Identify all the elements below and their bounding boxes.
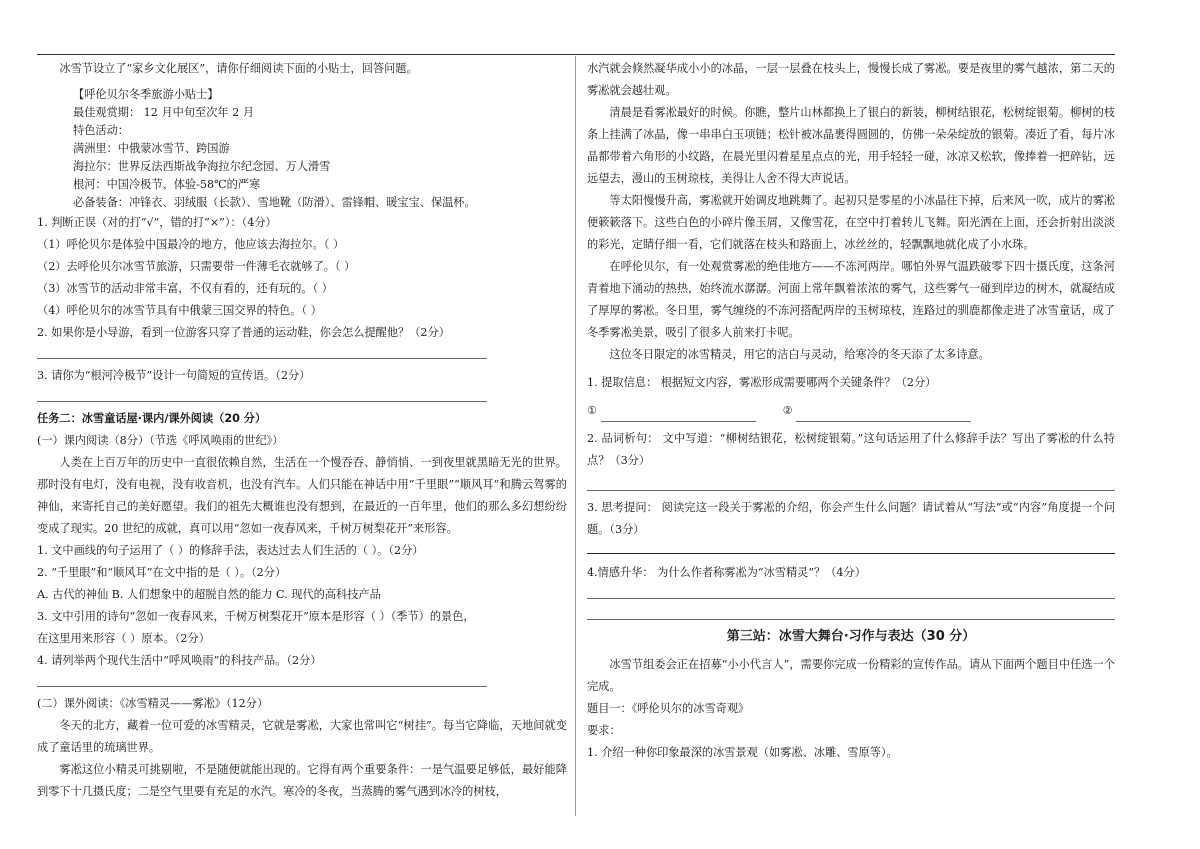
tip-line: 根河：中国冷极节、体验-58℃的严寒 (73, 178, 261, 191)
reading1-header: (一）课内阅读（8分）（节选《呼风唤雨的世纪》） (37, 434, 284, 447)
question-2: 2. 如果你是小导游，看到一位游客只穿了普通的运动鞋，你会怎么提醒他？（2分） (37, 326, 450, 339)
reading2-question-2: 2. 品词析句： 文中写道：“柳树结银花，松树绽银菊。”这句话运用了什么修辞手法？写出了雾凇的什么特点？（3分） (587, 432, 1115, 467)
answer-blank-1[interactable] (601, 409, 756, 422)
intro-text: 冰雪节设立了“家乡文化展区”，请你仔细阅读下面的小贴士，回答问题。 (59, 62, 418, 75)
question-1-item: （3）冰雪节的活动非常丰富，不仅有看的，还有玩的。（ ） (37, 282, 333, 295)
tip-line: 最佳观赏期： 12 月中旬至次年 2 月 (73, 106, 255, 119)
topic-1: 题目一：《呼伦贝尔的冰雪奇观》 (587, 702, 750, 715)
station3-intro: 冰雪节组委会正在招募“小小代言人”，需要你完成一份精彩的宣传作品。请从下面两个题目中任选一个完成。 (587, 658, 1115, 693)
blank-label-2: ② (782, 404, 793, 417)
reading1-question-4: 4. 请列举两个现代生活中“呼风唤雨”的科技产品。（2分） (37, 654, 322, 667)
reading2-header: (二）课外阅读：《冰雪精灵——雾凇》（12分） (37, 697, 269, 710)
left-column (37, 58, 567, 803)
reading1-text: 人类在上百万年的历史中一直很依赖自然，生活在一个慢吞吞、静悄悄、一到夜里就黑暗无光的世界。那时没有电灯，没有电视，没有收音机，也没有汽车。人们只能在神话中用“千里眼”“顺风耳”和腾云驾雾的神仙，来寄托自己的美好愿望。我们的祖先大概谁也没有想到，在最近的一百年里，他们的那么多幻想纷纷变成了现实。20 世纪的成就，真可以用“忽如一夜春风来，千树万树梨花开”来形容。 (37, 456, 567, 535)
answer-line[interactable] (587, 584, 1115, 599)
answer-line[interactable] (587, 476, 1115, 491)
question-1-item: （4）呼伦贝尔的冰雪节具有中俄蒙三国交界的特色。（ ） (37, 304, 322, 317)
question-1-item: （1）呼伦贝尔是体验中国最冷的地方，他应该去海拉尔。（ ） (37, 238, 345, 251)
reading1-question-1: 1. 文中画线的句子运用了（ ）的修辞手法，表达过去人们生活的（ ）。（2分） (37, 544, 424, 557)
reading2-paragraph: 清晨是看雾凇最好的时候。你瞧，整片山林都换上了银白的新装，柳树结银花，松树绽银菊。柳树的枝条上挂满了冰晶，像一串串白玉项链；松针被冰晶裹得圆圆的，仿佛一朵朵绽放的银菊。凑近了看，每片冰晶都带着六角形的小纹路，在晨光里闪着星星点点的光，用手轻轻一碰，冰凉又松软，像捧着一把碎钻，远远望去，漫山的玉树琼枝，美得让人舍不得大声说话。 (587, 106, 1115, 185)
answer-line[interactable] (37, 344, 487, 359)
tip-line: 海拉尔：世界反法西斯战争海拉尔纪念园、万人滑雪 (73, 160, 331, 173)
reading2-question-1: 1. 提取信息： 根据短文内容，雾凇形成需要哪两个关键条件？（2分） (587, 376, 937, 389)
answer-line[interactable] (587, 605, 1115, 620)
blank-label-1: ① (587, 404, 598, 417)
reading1-question-2: 2. “千里眼”和“顺风耳”在文中指的是（ ）。（2分） (37, 566, 287, 579)
answer-line[interactable] (37, 672, 487, 687)
reading2-paragraph: 在呼伦贝尔，有一处观赏雾凇的绝佳地方——不冻河两岸。哪怕外界气温跌破零下四十摄氏度，这条河青着地下涌动的热热，始终流水潺潺。河面上常年飘着浓浓的雾气，这些雾气一碰到岸边的树木，就凝结成了厚厚的雾凇。冬日里，雾气缠绕的不冻河搭配两岸的玉树琼枝，连路过的驯鹿都像走进了冰雪童话，成了冬季雾凇美景，吸引了很多人前来打卡呢。 (587, 260, 1115, 339)
requirements-label: 要求： (587, 724, 621, 737)
question-1: 1. 判断正误（对的打“√”，错的打“×”）：（4分） (37, 216, 277, 229)
tip-line: 满洲里：中俄蒙冰雪节、跨国游 (73, 142, 230, 155)
answer-blank-2[interactable] (796, 409, 971, 422)
reading1-question-3: 3. 文中引用的诗句“忽如一夜春风来，千树万树梨花开”原本是形容（ ）（季节）的景色， (37, 610, 475, 623)
top-border (37, 54, 1115, 55)
question-3: 3. 请你为“根河冷极节”设计一句简短的宣传语。（2分） (37, 369, 311, 382)
tips-title: 【呼伦贝尔冬季旅游小贴士】 (73, 88, 219, 101)
tips-list (37, 104, 567, 212)
reading1-question-3-cont: 在这里用来形容（ ）原本。（2分） (37, 632, 210, 645)
requirement-1: 1. 介绍一种你印象最深的冰雪景观（如雾凇、冰雕、雪原等）。 (587, 746, 898, 759)
answer-blanks (587, 400, 1115, 422)
answer-line[interactable] (37, 387, 487, 402)
reading2-paragraph: 雾凇这位小精灵可挑剔啦，不是随便就能出现的。它得有两个重要条件：一是气温要足够低，最好能降到零下十几摄氏度；二是空气里要有充足的水汽。寒冷的冬夜，当蒸腾的雾气遇到冰冷的树枝， (37, 763, 567, 798)
reading2-paragraph-cont: 水汽就会倏然凝华成小小的冰晶，一层一层叠在枝头上，慢慢长成了雾凇。要是夜里的雾气越浓，第二天的雾凇就会越壮观。 (587, 62, 1115, 97)
reading2-question-4: 4.情感升华： 为什么作者称雾凇为“冰雪精灵”？（4分） (587, 566, 866, 579)
reading2-paragraph: 冬天的北方，藏着一位可爱的冰雪精灵，它就是雾凇，大家也常叫它“树挂”。每当它降临，天地间就变成了童话里的琉璃世界。 (37, 719, 567, 754)
task2-title: 任务二：冰雪童话屋·课内/课外阅读（20 分） (37, 412, 267, 425)
column-divider (575, 56, 576, 816)
reading2-question-3: 3. 思考提问： 阅读完这一段关于雾凇的介绍，你会产生什么问题？请试着从“写法”或“内容”角度提一个问题。（3分） (587, 501, 1115, 536)
section-separator (587, 541, 1115, 554)
reading2-paragraph: 这位冬日限定的冰雪精灵，用它的洁白与灵动，给寒冷的冬天添了太多诗意。 (609, 348, 990, 361)
tip-line: 特色活动： (73, 124, 129, 137)
station3-title: 第三站：冰雪大舞台·习作与表达（30 分） (726, 629, 976, 644)
reading2-paragraph: 等太阳慢慢升高，雾凇就开始调皮地跳舞了。起初只是零星的小冰晶往下掉，后来风一吹，成片的雾凇便簌簌落下。这些白色的小碎片像玉屑，又像雪花，在空中打着转儿飞舞。阳光洒在上面，还会折射出淡淡的彩光，定睛仔细一看，它们就落在枝头和路面上，冰丝丝的，轻飘飘地就化成了小水珠。 (587, 194, 1115, 251)
right-column (587, 58, 1115, 764)
question-1-item: （2）去呼伦贝尔冰雪节旅游，只需要带一件薄毛衣就够了。（ ） (37, 260, 356, 273)
reading1-question-2-options: A. 古代的神仙 B. 人们想象中的超脱自然的能力 C. 现代的高科技产品 (37, 588, 381, 601)
tip-line: 必备装备：冲锋衣、羽绒服（长款）、雪地靴（防滑）、雷锋帽、暖宝宝、保温杯。 (73, 196, 476, 209)
